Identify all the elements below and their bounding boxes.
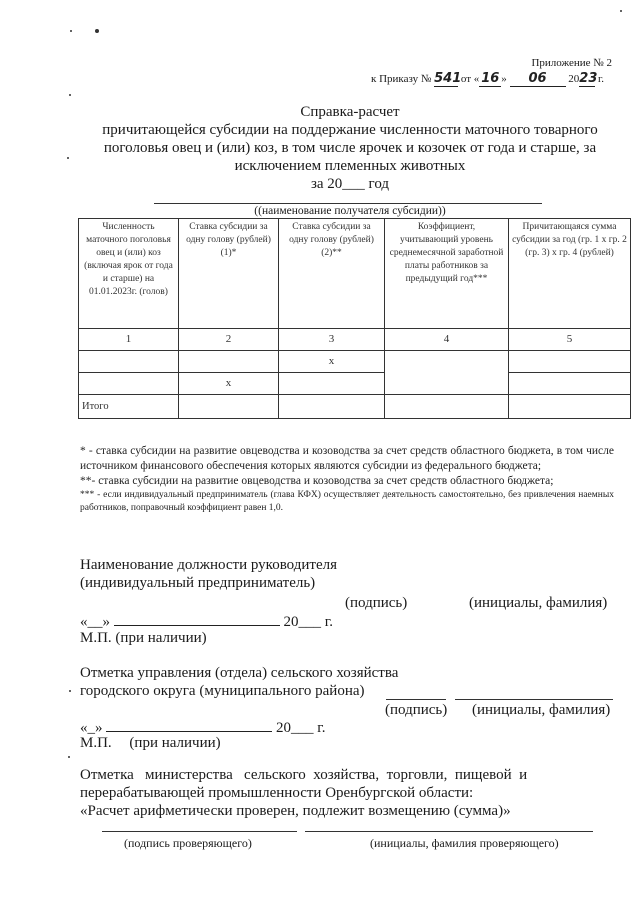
table-cell[interactable] [279, 395, 385, 419]
recipient-caption: ((наименование получателя субсидии)) [254, 205, 446, 217]
checker-initials-line[interactable] [305, 831, 593, 832]
table-row [79, 351, 631, 373]
title-line-1: Справка-расчет [300, 104, 400, 120]
header-cell-amount: Причитающаяся сумма субсидии за год (гр. 1 х гр. 2 (гр. 3) х гр. 4 (рублей) [509, 219, 631, 329]
stamp-note: (при наличии) [129, 735, 221, 751]
table-cell[interactable] [179, 351, 279, 373]
stamp-label: М.П. (при наличии) [80, 630, 207, 646]
appendix-label: Приложение № 2 [531, 57, 612, 69]
district-label: городского округа (муниципального района) [80, 683, 365, 699]
footnote-2: **- ставка субсидии на развитие овцеводства и козоводства за счет средств областного бюджета; [80, 475, 554, 487]
order-reference: к Приказу № 541 от « 16 » 06 2023 г. [371, 71, 605, 86]
agriculture-dept-label: Отметка управления (отдела) сельского хозяйства [80, 665, 399, 681]
title-line-3: поголовья овец и (или) коз, в том числе ярочек и козочек от года и старше, за [103, 140, 597, 156]
initials-caption: (инициалы, фамилия) [469, 595, 608, 611]
signature-line[interactable] [386, 699, 446, 700]
initials-caption: (инициалы, фамилия) [472, 702, 611, 718]
order-month: 06 [510, 71, 566, 87]
header-cell-coefficient: Коэффициент, учитывающий уровень среднемесячной заработной платы работников за предыдущий год*** [385, 219, 509, 329]
scan-mark [69, 94, 71, 96]
entrepreneur-label: (индивидуальный предприниматель) [80, 575, 316, 591]
year-end: г. [598, 73, 605, 85]
column-number: 4 [385, 329, 509, 351]
scan-mark [620, 10, 622, 12]
scan-mark [95, 29, 99, 33]
recipient-line [154, 203, 542, 204]
header-cell-rate-2: Ставка субсидии за одну голову (рублей)(2)** [279, 219, 385, 329]
signature-caption: (подпись) [345, 595, 408, 611]
verification-statement: «Расчет арифметически проверен, подлежит возмещению (сумма)» [80, 803, 511, 819]
order-day: 16 [481, 71, 500, 86]
table-cell: х [279, 351, 385, 373]
signature-caption: (подпись) [385, 702, 448, 718]
date-month-blank[interactable] [106, 717, 272, 732]
ministry-label: Отметка министерства сельского хозяйства, торговли, пищевой и [80, 767, 528, 783]
table-cell[interactable] [179, 395, 279, 419]
manager-position-label: Наименование должности руководителя [80, 557, 338, 573]
date-open: «_» [80, 720, 103, 736]
date-year: 20___ г. [283, 614, 333, 630]
column-number: 5 [509, 329, 631, 351]
table-cell[interactable] [509, 373, 631, 395]
table-number-row [79, 329, 631, 351]
table-row [79, 373, 631, 395]
order-year: 23 [579, 71, 598, 86]
date-year: 20___ г. [276, 720, 326, 736]
date-field[interactable] [80, 717, 325, 737]
scan-mark [67, 157, 69, 159]
document-title [80, 103, 620, 193]
footnote-3: *** - если индивидуальный предприниматель (глава КФХ) осуществляет деятельность самостоятельно, без привлечения наемных работников, поправочный коэффициент равен 1,0. [80, 490, 614, 513]
footnote-1: * - ставка субсидии на развитие овцеводства и козоводства за счет средств областного бюджета, в том числе источником финансового обеспечения которых являются субсидии из федерального бюджета; [80, 445, 614, 472]
table-cell[interactable] [79, 373, 179, 395]
title-line-4: исключением племенных животных [234, 158, 466, 174]
checker-signature-line[interactable] [102, 831, 297, 832]
scan-mark [70, 30, 72, 32]
column-number: 2 [179, 329, 279, 351]
table-cell[interactable] [279, 373, 385, 395]
order-prefix: к Приказу № [371, 73, 432, 85]
table-cell[interactable] [79, 351, 179, 373]
header-cell-headcount: Численность маточного поголовья овец и (или) коз (включая ярок от года и старше) на 01.01.2023г. (голов) [79, 219, 179, 329]
year-prefix: 20 [568, 73, 580, 85]
scan-mark [69, 690, 71, 692]
table-cell: х [179, 373, 279, 395]
table-cell-coefficient[interactable] [385, 351, 509, 395]
title-line-5: за 20___ год [310, 176, 390, 192]
stamp-mp: М.П. [80, 735, 112, 751]
table-cell[interactable] [385, 395, 509, 419]
from-label: от « [460, 73, 480, 85]
order-number: 541 [434, 71, 462, 86]
initials-line[interactable] [455, 699, 613, 700]
ministry-label-cont: перерабатывающей промышленности Оренбургской области: [80, 785, 474, 801]
scan-mark [68, 756, 70, 758]
stamp-label [80, 735, 221, 752]
title-line-2: причитающейся субсидии на поддержание численности маточного товарного [102, 122, 598, 138]
total-label: Итого [79, 395, 179, 419]
header-cell-rate-1: Ставка субсидии за одну голову (рублей)(1)* [179, 219, 279, 329]
table-cell[interactable] [509, 395, 631, 419]
table-total-row [79, 395, 631, 419]
date-month-blank[interactable] [114, 611, 280, 626]
date-field[interactable] [80, 611, 333, 631]
footnotes [80, 444, 614, 515]
column-number: 3 [279, 329, 385, 351]
subsidy-table [78, 218, 631, 419]
table-header-row [79, 219, 631, 329]
checker-initials-caption: (инициалы, фамилия проверяющего) [370, 836, 559, 850]
column-number: 1 [79, 329, 179, 351]
table-cell[interactable] [509, 351, 631, 373]
checker-signature-caption: (подпись проверяющего) [124, 836, 252, 850]
date-open: «__» [80, 614, 110, 630]
